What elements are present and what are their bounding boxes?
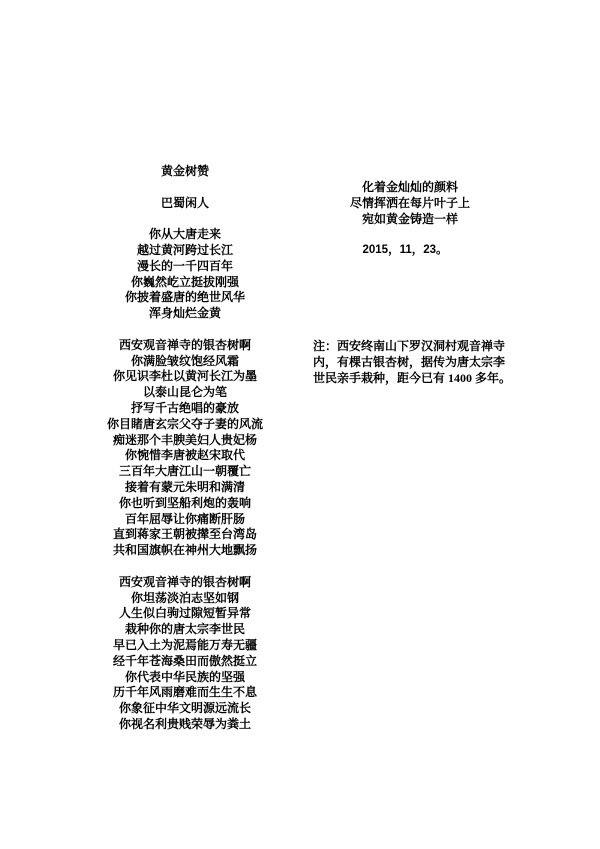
poem-line: 你象征中华文明源远流长: [118, 701, 251, 716]
poem-line: 人生似白驹过隙短暂异常: [118, 606, 251, 621]
footnote-line: 内，有棵古银杏树，据传为唐太宗李: [313, 354, 506, 369]
poem-line: 你视名利贵贱荣辱为粪土: [118, 716, 251, 731]
poem-line: 以泰山昆仑为笔: [142, 385, 227, 400]
poem-line: 漫长的一千四百年: [136, 258, 233, 273]
poem-line: 宛如黄金铸造一样: [361, 211, 458, 226]
poem-line: 你满脸皱纹饱经风霜: [130, 353, 239, 368]
footnote-line: 世民亲手栽种，距今已有 1400 多年。: [313, 370, 512, 385]
poem-line: 你也听到坚船利炮的轰响: [118, 495, 251, 510]
poem-stanza-3: [0, 575, 370, 733]
poem-line: 你从大唐走来: [148, 227, 221, 242]
poem-line: 共和国旗帜在神州大地飘扬: [112, 543, 257, 558]
poem-line: 抒写千古绝唱的豪放: [130, 400, 239, 415]
footnote-line: 注：西安终南山下罗汉洞村观音禅寺: [313, 339, 506, 353]
poem-line: 经千年苍海桑田而傲然挺立: [112, 653, 257, 668]
poem-line: 浑身灿烂金黄: [148, 306, 221, 321]
poem-line: 你见识李杜以黄河长江为墨: [112, 369, 257, 384]
poem-line: 化着金灿灿的颜料: [361, 180, 458, 194]
poem-line: 痴迷那个丰腴美妇人贵妃杨: [112, 432, 257, 447]
poem-line: 直到蒋家王朝被撵至台湾岛: [112, 527, 257, 542]
poem-continuation-column: [320, 180, 500, 259]
poem-line: 你坦荡淡泊志坚如钢: [130, 590, 239, 605]
footnote: [313, 339, 523, 386]
poem-stanza-1: [0, 227, 370, 322]
poem-line: 早已入土为泥焉能万寿无疆: [112, 637, 257, 652]
poem-line: 历千年风雨磨难而生生不息: [112, 685, 257, 700]
poem-line: 西安观音禅寺的银杏树啊: [118, 574, 251, 589]
poem-line: 越过黄河跨过长江: [136, 242, 233, 257]
poem-line: 三百年大唐江山一朝覆亡: [118, 464, 251, 479]
poem-line: 你披着盛唐的绝世风华: [124, 290, 245, 305]
poem-line: 你惋惜李唐被赵宋取代: [124, 448, 245, 463]
poem-title: 黄金树赞: [160, 164, 209, 178]
poem-line: 栽种你的唐太宗李世民: [124, 622, 245, 637]
poem-line: 百年屈辱让你痛断肝肠: [124, 511, 245, 526]
poem-line: 接着有蒙元朱明和满清: [124, 479, 245, 494]
poem-date: 2015，11，23。: [362, 244, 448, 257]
poem-line: 尽情挥洒在每片叶子上: [349, 195, 470, 210]
poem-line: 你代表中华民族的坚强: [124, 669, 245, 684]
poem-line: 你巍然屹立挺拔刚强: [130, 274, 239, 289]
poem-author: 巴蜀闲人: [160, 195, 209, 210]
poem-line: 你目睹唐玄宗父夺子妻的风流: [106, 416, 263, 431]
poem-line: 西安观音禅寺的银杏树啊: [118, 337, 251, 352]
poem-continuation-stanza: [320, 180, 500, 227]
